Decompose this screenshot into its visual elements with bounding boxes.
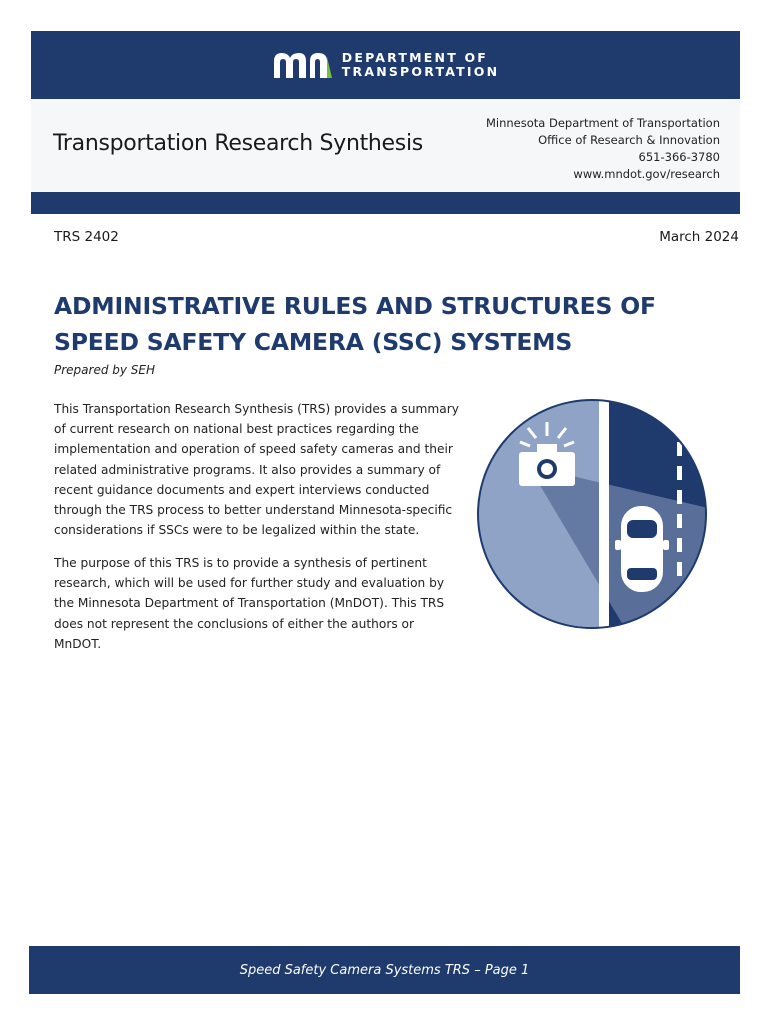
footer-text: Speed Safety Camera Systems TRS – Page 1 [239, 962, 530, 978]
contact-org: Minnesota Department of Transportation [485, 116, 720, 130]
contact-block [486, 115, 720, 183]
logo-text [342, 51, 499, 79]
header-band [31, 99, 740, 192]
purpose-paragraph: The purpose of this TRS is to provide a synthesis of pertinent research, which will be used for further study and evaluation by the Minnesota Department of Transportation (MnDOT). This TRS does not represent the conclusions of either the authors or MnDOT. [54, 556, 445, 651]
series-title: Transportation Research Synthesis [53, 131, 423, 156]
intro-paragraph: This Transportation Research Synthesis (TRS) provides a summary of current research on national best practices regarding the implementation and operation of speed safety cameras and their related administrative programs. It also provides a summary of recent guidance documents and expert interviews conducted through the TRS process to better understand Minnesota-specific considerations if SSCs were to be legalized within the state. [54, 402, 459, 538]
logo-line1: DEPARTMENT OF [341, 50, 489, 65]
prepared-by: Prepared by SEH [54, 363, 156, 377]
car-glyph [615, 506, 669, 592]
contact-office: Office of Research & Innovation [538, 133, 720, 147]
report-number: TRS 2402 [54, 229, 119, 245]
title-line-2: SPEED SAFETY CAMERA (SSC) SYSTEMS [54, 328, 573, 356]
speed-camera-road-icon [476, 398, 708, 630]
top-banner [31, 31, 740, 99]
contact-phone: 651-366-3780 [638, 150, 720, 164]
document-title [54, 288, 714, 360]
header-divider-bar [31, 192, 740, 214]
contact-website[interactable]: www.mndot.gov/research [573, 167, 720, 181]
footer-bar [29, 946, 740, 994]
mn-logo-icon [272, 51, 334, 79]
mndot-logo [272, 51, 499, 79]
title-line-1: ADMINISTRATIVE RULES AND STRUCTURES OF [54, 292, 656, 320]
report-date: March 2024 [659, 229, 739, 245]
logo-line2: TRANSPORTATION [341, 64, 500, 79]
